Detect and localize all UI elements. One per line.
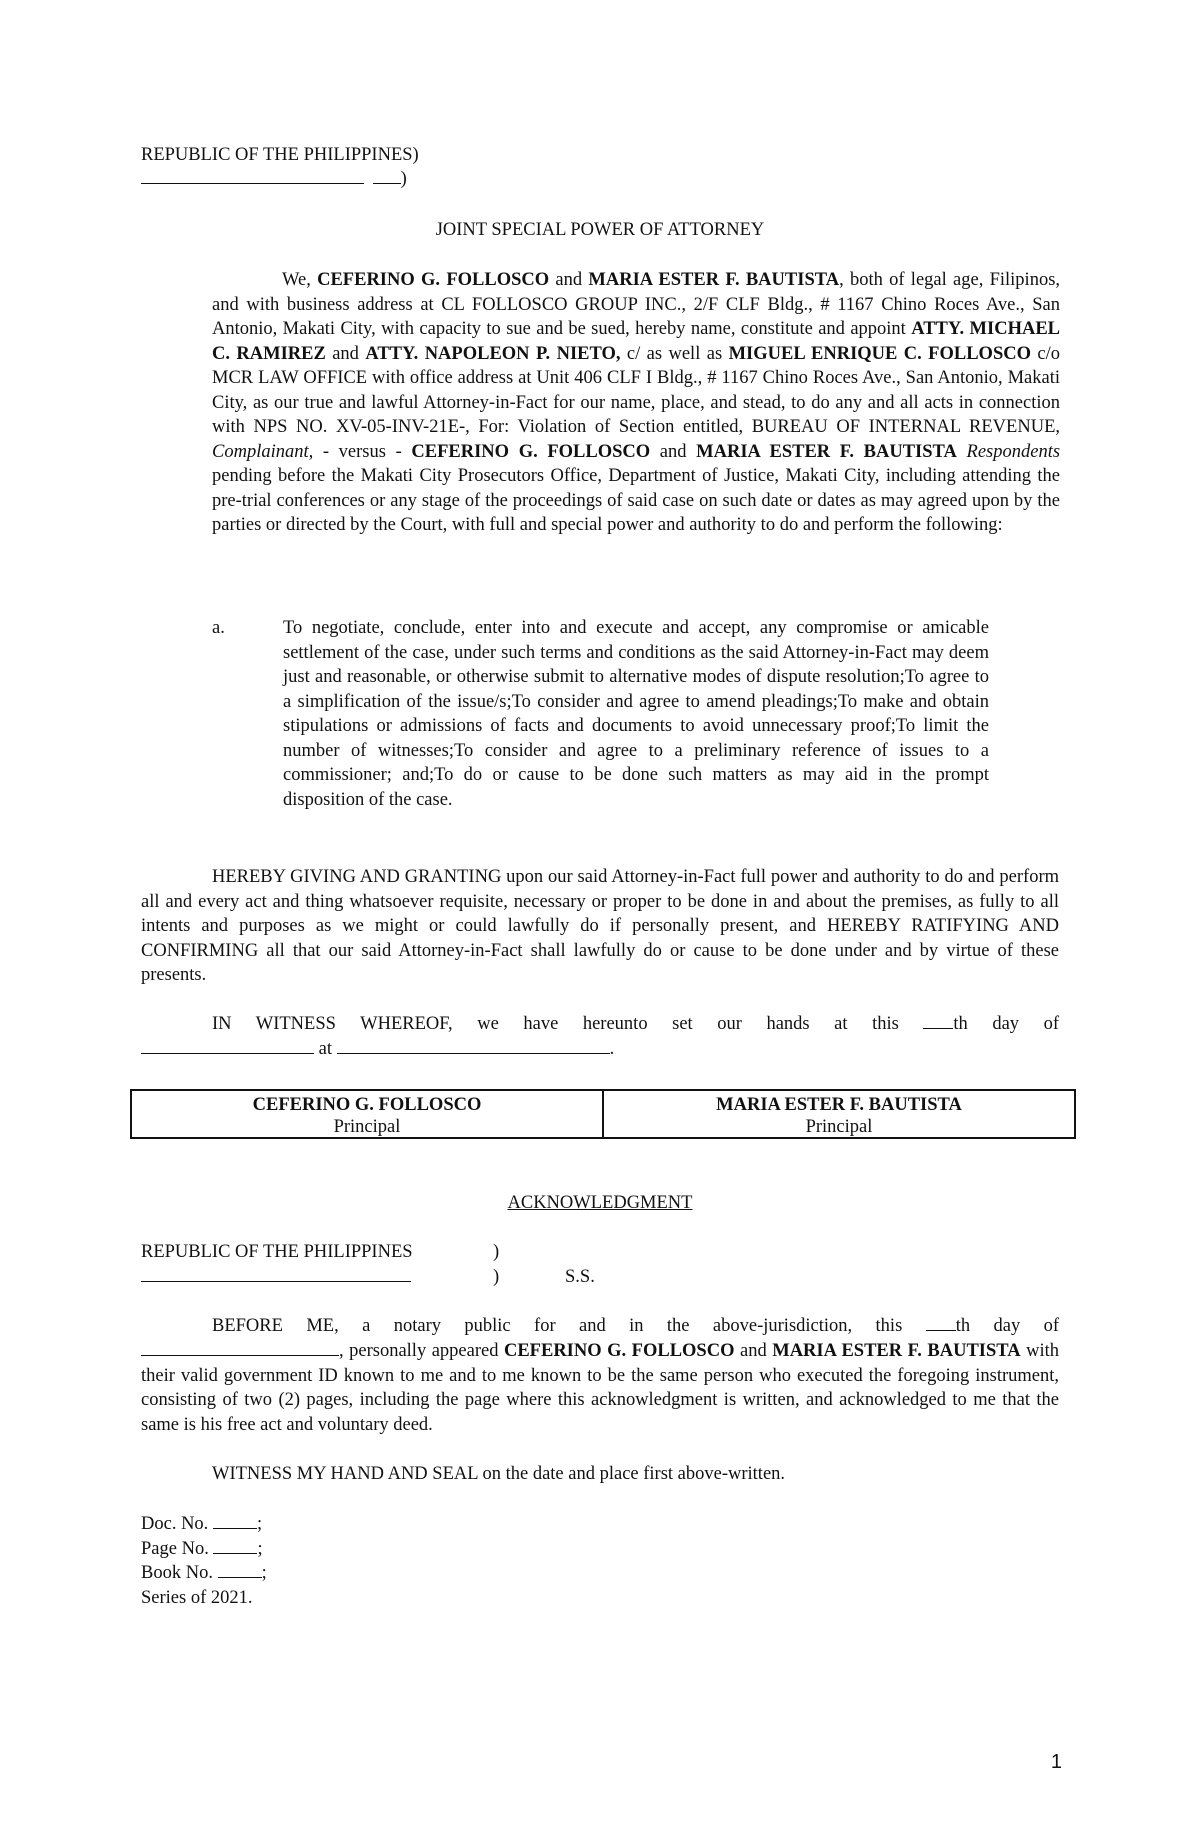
ack-day-blank bbox=[926, 1329, 956, 1331]
book-no-blank bbox=[218, 1576, 262, 1578]
paragraph-appointment: We, CEFERINO G. FOLLOSCO and MARIA ESTER F. BAUTISTA, both of legal age, Filipinos, and with business address at CL FOLLOSCO GROUP INC., 2/F CLF Bldg., # 1167 Chino Roces Ave., San Antonio, Makati City, with capacity to sue and be sued, hereby name, constitute and appoint ATTY. MICHAEL C. RAMIREZ and ATTY. NAPOLEON P. NIETO, c/ as well as MIGUEL ENRIQUE C. FOLLOSCO c/o MCR LAW OFFICE with office address at Unit 406 CLF I Bldg., # 1167 Chino Roces Ave., San Antonio, Makati City, as our true and lawful Attorney-in-Fact for our name, place, and stead, to do any and all acts in connection with NPS NO. XV-05-INV-21E-, For: Violation of Section entitled, BUREAU OF INTERNAL REVENUE, Complainant, - versus - CEFERINO G. FOLLOSCO and MARIA ESTER F. BAUTISTA Respondents pending before the Makati City Prosecutors Office, Department of Justice, Makati City, including attending the pre-trial conferences or any stage of the proceedings of said case on such date or dates as may agreed upon by the parties or directed by the Court, with full and special power and authority to do and perform the following: bbox=[212, 270, 1061, 535]
doc-no-blank bbox=[213, 1527, 257, 1529]
principal-name: MARIA ESTER F. BAUTISTA bbox=[772, 1341, 1021, 1361]
ack-paren-2: ) bbox=[493, 1267, 500, 1287]
ack-venue-line bbox=[141, 1265, 411, 1290]
ack-witness: WITNESS MY HAND AND SEAL on the date and place first above-written. bbox=[212, 1464, 786, 1484]
witness-line: IN WITNESS WHEREOF, we have hereunto set our hands at this th day of bbox=[212, 1014, 1059, 1034]
signatory-role: Principal bbox=[805, 1117, 873, 1137]
ack-paren: ) bbox=[493, 1242, 500, 1262]
list-item-label: a. bbox=[212, 618, 225, 638]
ack-month-blank bbox=[141, 1354, 339, 1356]
document-title: JOINT SPECIAL POWER OF ATTORNEY bbox=[435, 220, 765, 240]
principal-name: CEFERINO G. FOLLOSCO bbox=[503, 1341, 735, 1361]
ack-paragraph: , personally appeared CEFERINO G. FOLLOSCO and MARIA ESTER F. BAUTISTA with their valid government ID known to me and to me known to be the same person who executed the foregoing instrument, consisting of two (2) pages, including the page where this acknowledgment is written, and acknowledged to me that the same is his free act and voluntary deed. bbox=[141, 1341, 1060, 1435]
page-no-blank bbox=[213, 1552, 257, 1554]
witness-line-2: at . bbox=[141, 1037, 614, 1062]
list-item: To negotiate, conclude, enter into and execute and accept, any compromise or amicable settlement of the case, under such terms and conditions as the said Attorney-in-Fact may deem just and reasonable, or otherwise submit to alternative modes of dispute resolution;To agree to a simplification of the issue/s;To consider and agree to amend pleadings;To make and obtain stipulations or admissions of facts and documents to avoid unnecessary proof;To limit the number of witnesses;To consider and agree to a preliminary reference of issues to a commissioner; and;To do or cause to be done such matters as may aid in the prompt disposition of the case. bbox=[283, 618, 989, 810]
respondent-name: CEFERINO G. FOLLOSCO bbox=[411, 441, 651, 462]
principal-name: CEFERINO G. FOLLOSCO bbox=[317, 270, 550, 290]
series: Series of 2021. bbox=[141, 1587, 253, 1608]
day-blank bbox=[923, 1027, 953, 1029]
signature-table bbox=[130, 1089, 1076, 1139]
attorney-name: ATTY. NAPOLEON P. NIETO, bbox=[365, 343, 621, 364]
respondent-name: MARIA ESTER F. BAUTISTA bbox=[696, 441, 957, 462]
ack-republic: REPUBLIC OF THE PHILIPPINES bbox=[141, 1242, 413, 1262]
month-blank bbox=[141, 1052, 314, 1054]
signatory-name: CEFERINO G. FOLLOSCO bbox=[252, 1095, 482, 1115]
attorney-name: ATTY. MICHAEL C. RAMIREZ bbox=[212, 319, 1061, 364]
page-no: Page No. ; bbox=[141, 1538, 263, 1559]
venue-blank-short bbox=[373, 182, 401, 184]
acknowledgment-title: ACKNOWLEDGMENT bbox=[507, 1193, 693, 1213]
signatory-role: Principal bbox=[333, 1117, 401, 1137]
ack-ss: S.S. bbox=[565, 1267, 595, 1287]
notarial-register bbox=[141, 1512, 267, 1610]
venue-blank bbox=[141, 182, 364, 184]
signature-cell bbox=[132, 1091, 602, 1137]
book-no: Book No. ; bbox=[141, 1563, 267, 1583]
place-blank bbox=[337, 1052, 610, 1054]
header-republic: REPUBLIC OF THE PHILIPPINES) bbox=[141, 145, 419, 165]
ack-venue-blank bbox=[141, 1280, 411, 1282]
paragraph-granting: HEREBY GIVING AND GRANTING upon our said Attorney-in-Fact full power and authority to do and perform all and every act and thing whatsoever requisite, necessary or proper to be done in and about the premises, as fully to all intents and purposes as we might or could lawfully do if personally present, and HEREBY RATIFYING AND CONFIRMING all that our said Attorney-in-Fact shall lawfully do or cause to be done under and by virtue of these presents. bbox=[141, 867, 1059, 985]
page-number: 1 bbox=[1050, 1751, 1062, 1773]
attorney-name: MIGUEL ENRIQUE C. FOLLOSCO bbox=[728, 343, 1031, 364]
signatory-name: MARIA ESTER F. BAUTISTA bbox=[716, 1095, 962, 1115]
ack-before-line: BEFORE ME, a notary public for and in the above-jurisdiction, this th day of bbox=[212, 1316, 1060, 1336]
doc-no: Doc. No. ; bbox=[141, 1514, 263, 1534]
signature-cell bbox=[602, 1091, 1074, 1137]
header-venue-line: ) bbox=[141, 167, 407, 192]
principal-name: MARIA ESTER F. BAUTISTA bbox=[588, 270, 840, 290]
